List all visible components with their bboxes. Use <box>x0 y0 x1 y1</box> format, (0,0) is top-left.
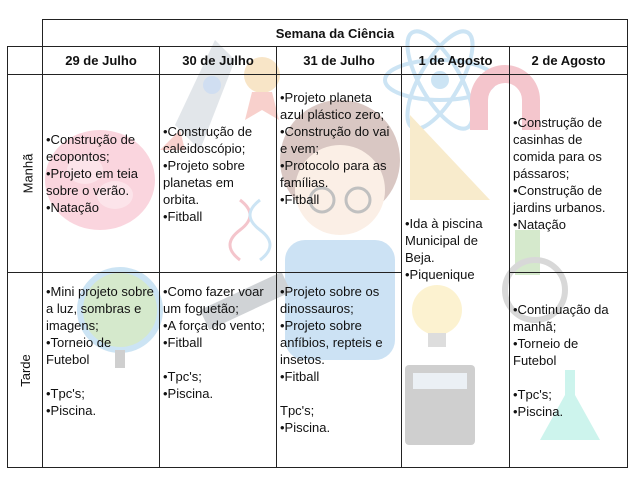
activity-line: •Projeto sobre planetas em orbita. <box>163 157 245 207</box>
activity-line: •Construção de casinhas de comida para os pássaros; <box>513 115 603 181</box>
activity-line: Tpc's; <box>280 403 315 418</box>
activity-line: •Construção de jardins urbanos. <box>513 183 606 215</box>
activity-line <box>163 351 273 368</box>
row-label: Tarde <box>8 273 43 468</box>
activity-cell <box>43 75 160 273</box>
day-header: 31 de Julho <box>277 47 402 75</box>
day-header: 2 de Agosto <box>510 47 628 75</box>
activity-line: •Ida à piscina Municipal de Beja. <box>405 216 483 265</box>
table-row <box>8 273 628 468</box>
activity-line: •Construção de ecopontos; <box>46 132 136 164</box>
activity-line: •Piscina. <box>513 404 564 419</box>
activity-line: •Fitball <box>163 335 203 350</box>
activity-line: •Tpc's; <box>163 369 202 384</box>
activity-cell <box>510 75 628 273</box>
activity-line: •Tpc's; <box>46 386 85 401</box>
activity-line: •Piscina. <box>163 386 214 401</box>
activity-line <box>513 369 624 386</box>
activity-line: •Projeto sobre os dinossauros; <box>280 284 380 316</box>
activity-line: •Natação <box>513 217 566 232</box>
activity-line: •Projeto planeta azul plástico zero; <box>280 90 385 122</box>
table-row <box>8 75 628 273</box>
activity-line: •A força do vento; <box>163 318 266 333</box>
activity-line: •Como fazer voar um foguetão; <box>163 284 264 316</box>
activity-cell <box>277 273 402 468</box>
activity-cell <box>160 75 277 273</box>
activity-line <box>46 368 156 385</box>
activity-line: •Fitball <box>163 208 203 224</box>
activity-line: •Projeto em teia sobre o verão. <box>46 166 138 198</box>
activity-line: •Continuação da manhã; <box>513 302 609 334</box>
activity-cell <box>277 75 402 273</box>
activity-line: •Torneio de Futebol <box>513 336 579 368</box>
activity-line: •Fitball <box>280 369 320 384</box>
activity-line: •Construção do vai e vem; <box>280 124 390 156</box>
activity-line: •Protocolo para as famílias. <box>280 158 387 190</box>
activity-line: •Piscina. <box>46 403 97 418</box>
activity-line: •Natação <box>46 200 99 215</box>
merged-activity-cell <box>402 75 510 468</box>
activity-line: •Mini projeto sobre a luz, sombras e imagens; <box>46 284 154 333</box>
activity-line: •Fitball <box>280 192 320 207</box>
activity-line <box>280 385 398 402</box>
activity-line: •Torneio de Futebol <box>46 335 112 367</box>
activity-line: •Projeto sobre anfíbios, repteis e insetos. <box>280 318 383 367</box>
activity-line: •Tpc's; <box>513 387 552 402</box>
activity-line: •Piscina. <box>280 420 331 435</box>
activity-line: •Construção de caleidoscópio; <box>163 123 253 156</box>
activity-cell <box>43 273 160 468</box>
activity-line: •Piquenique <box>405 267 475 282</box>
row-label: Manhã <box>8 75 43 273</box>
activity-cell <box>160 273 277 468</box>
schedule-table <box>7 19 628 468</box>
header-blank-cell <box>8 47 43 75</box>
table-title: Semana da Ciência <box>43 20 628 47</box>
day-header: 30 de Julho <box>160 47 277 75</box>
day-header: 1 de Agosto <box>402 47 510 75</box>
day-header: 29 de Julho <box>43 47 160 75</box>
activity-cell <box>510 273 628 468</box>
corner-cell <box>8 20 43 47</box>
